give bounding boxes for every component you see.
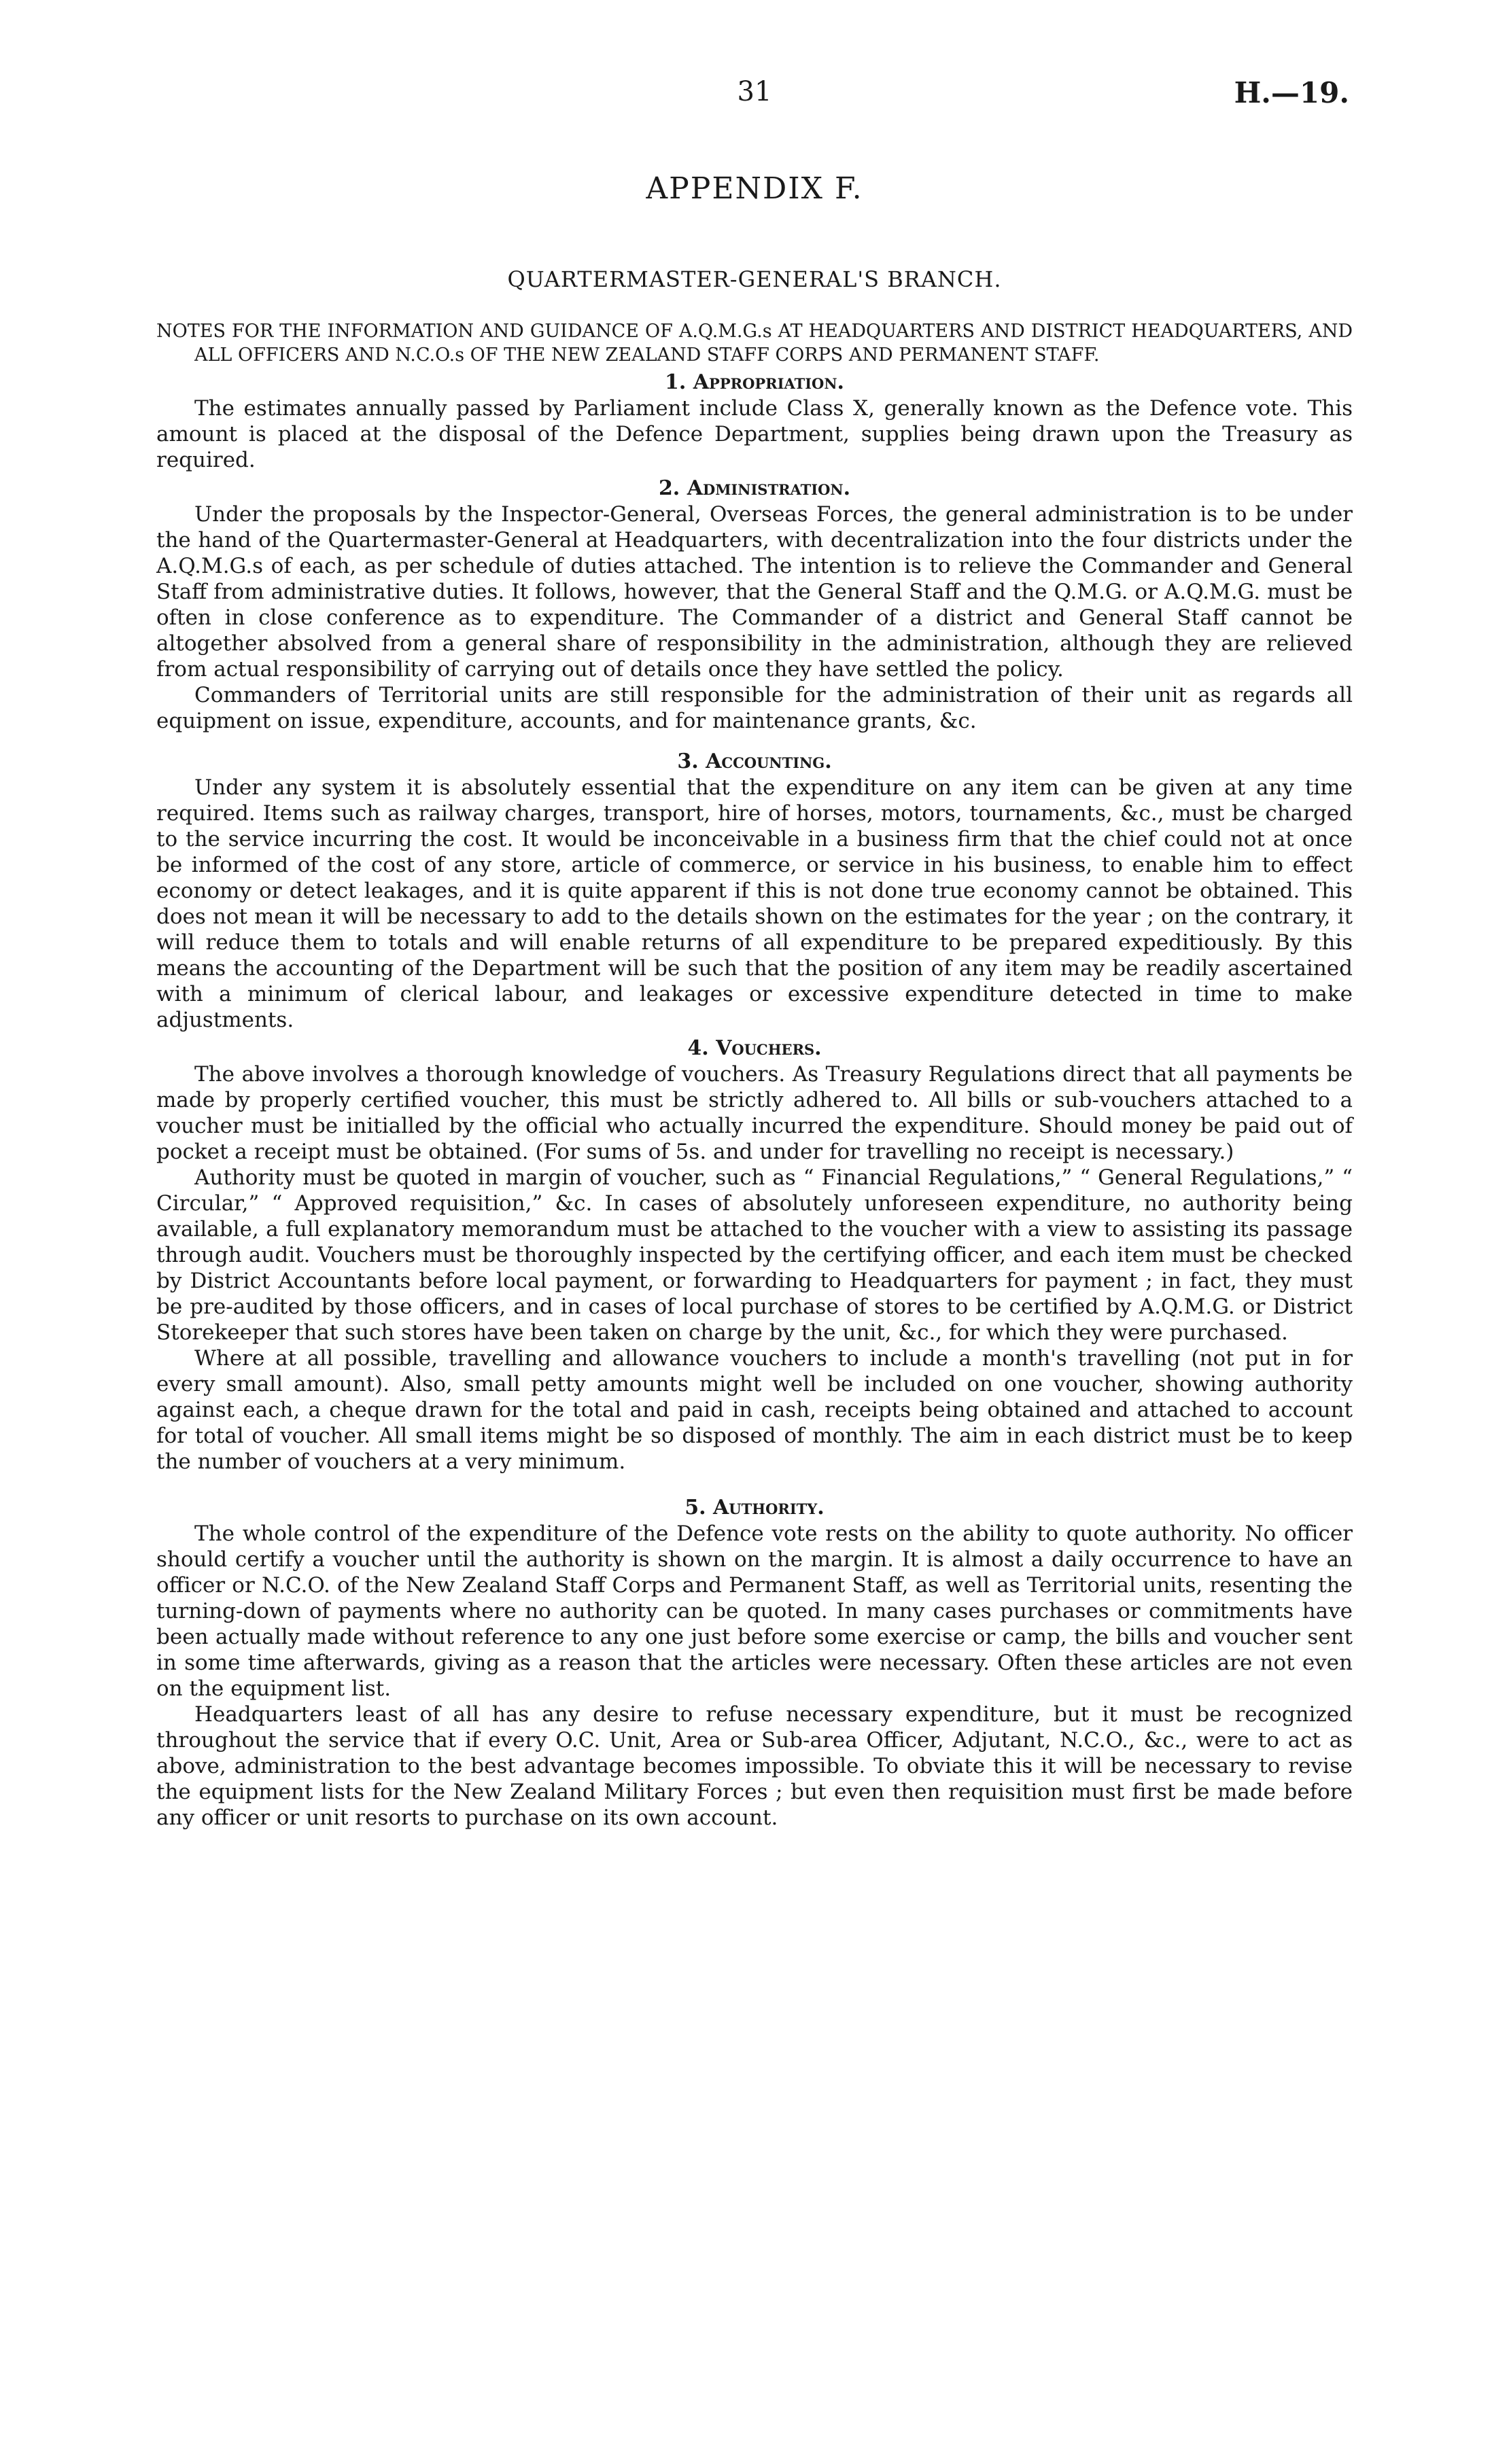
paragraph: The estimates annually passed by Parliament include Class X, generally known as the Defence vote. This amount is placed at the disposal of the Defence Department, supplies being drawn upon the Treasury as required.: [156, 396, 1353, 472]
paragraph: Commanders of Territorial units are still responsible for the administration of their unit as regards all equipment on issue, expenditure, accounts, and for maintenance grants, &c.: [156, 683, 1353, 733]
section-authority: [156, 1495, 1353, 1831]
section-vouchers: [156, 1036, 1353, 1475]
paragraph: The above involves a thorough knowledge of vouchers. As Treasury Regulations direct that all payments be made by properly certified voucher, this must be strictly adhered to. All bills or sub-vouchers attached to a voucher must be initialled by the official who actually incurred the expenditure. Should money be paid out of pocket a receipt must be obtained. (For sums of 5s. and under for travelling no receipt is necessary.): [156, 1062, 1353, 1164]
section-accounting: [156, 749, 1353, 1033]
section-heading: 3. Accounting.: [677, 750, 832, 773]
branch-title: QUARTERMASTER-GENERAL'S BRANCH.: [507, 266, 1002, 292]
section-heading: 1. Appropriation.: [665, 370, 844, 394]
notes-heading: NOTES FOR THE INFORMATION AND GUIDANCE OF A.Q.M.G.s AT HEADQUARTERS AND DISTRICT HEADQUARTERS, AND ALL OFFICERS AND N.C.O.s OF THE NEW ZEALAND STAFF CORPS AND PERMANENT STAFF.: [156, 321, 1353, 366]
section-administration: [156, 476, 1353, 734]
paragraph: Under the proposals by the Inspector-General, Overseas Forces, the general administration is to be under the hand of the Quartermaster-General at Headquarters, with decentralization into the four districts under the A.Q.M.G.s of each, as per schedule of duties attached. The intention is to relieve the Commander and General Staff from administrative duties. It follows, however, that the General Staff and the Q.M.G. or A.Q.M.G. must be often in close conference as to expenditure. The Commander of a district and General Staff cannot be altogether absolved from a general share of responsibility in the administration, although they are relieved from actual responsibility of carrying out of details once they have settled the policy.: [156, 502, 1353, 682]
appendix-title: APPENDIX F.: [646, 171, 863, 206]
paragraph: Where at all possible, travelling and allowance vouchers to include a month's travelling (not put in for every small amount). Also, small petty amounts might well be included on one voucher, showing authority against each, a cheque drawn for the total and paid in cash, receipts being obtained and attached to account for total of voucher. All small items might be so disposed of monthly. The aim in each district must be to keep the number of vouchers at a very minimum.: [156, 1346, 1353, 1474]
section-heading: 4. Vouchers.: [687, 1036, 822, 1060]
paragraph: Authority must be quoted in margin of voucher, such as “ Financial Regulations,” “ General Regulations,” “ Circular,” “ Approved requisition,” &c. In cases of absolutely unforeseen expenditure, no authority being available, a full explanatory memorandum must be attached to the voucher with a view to assisting its passage through audit. Vouchers must be thoroughly inspected by the certifying officer, and each item must be checked by District Accountants before local payment, or forwarding to Headquarters for payment ; in fact, they must be pre-audited by those officers, and in cases of local purchase of stores to be certified by A.Q.M.G. or District Storekeeper that such stores have been taken on charge by the unit, &c., for which they were purchased.: [156, 1165, 1353, 1345]
section-heading: 2. Administration.: [658, 476, 851, 500]
section-heading: 5. Authority.: [684, 1496, 825, 1519]
paragraph: The whole control of the expenditure of the Defence vote rests on the ability to quote authority. No officer should certify a voucher until the authority is shown on the margin. It is almost a daily occurrence to have an officer or N.C.O. of the New Zealand Staff Corps and Permanent Staff, as well as Territorial units, resenting the turning-down of payments where no authority can be quoted. In many cases purchases or commitments have been actually made without reference to any one just before some exercise or camp, the bills and voucher sent in some time afterwards, giving as a reason that the articles were necessary. Often these articles are not even on the equipment list.: [156, 1521, 1353, 1701]
document-reference: H.—19.: [1234, 76, 1349, 109]
paragraph: Under any system it is absolutely essential that the expenditure on any item can be given at any time required. Items such as railway charges, transport, hire of horses, motors, tournaments, &c., must be charged to the service incurring the cost. It would be inconceivable in a business firm that the chief could not at once be informed of the cost of any store, article of commerce, or service in his business, to enable him to effect economy or detect leakages, and it is quite apparent if this is not done true economy cannot be obtained. This does not mean it will be necessary to add to the details shown on the estimates for the year ; on the contrary, it will reduce them to totals and will enable returns of all expenditure to be prepared expeditiously. By this means the accounting of the Department will be such that the position of any item may be readily ascertained with a minimum of clerical labour, and leakages or excessive expenditure detected in time to make adjustments.: [156, 775, 1353, 1032]
paragraph: Headquarters least of all has any desire to refuse necessary expenditure, but it must be recognized throughout the service that if every O.C. Unit, Area or Sub-area Officer, Adjutant, N.C.O., &c., were to act as above, administration to the best advantage becomes impossible. To obviate this it will be necessary to revise the equipment lists for the New Zealand Military Forces ; but even then requisition must first be made before any officer or unit resorts to purchase on its own account.: [156, 1702, 1353, 1830]
page-number: 31: [737, 76, 772, 107]
section-appropriation: [156, 370, 1353, 473]
document-body: [156, 319, 1353, 1831]
